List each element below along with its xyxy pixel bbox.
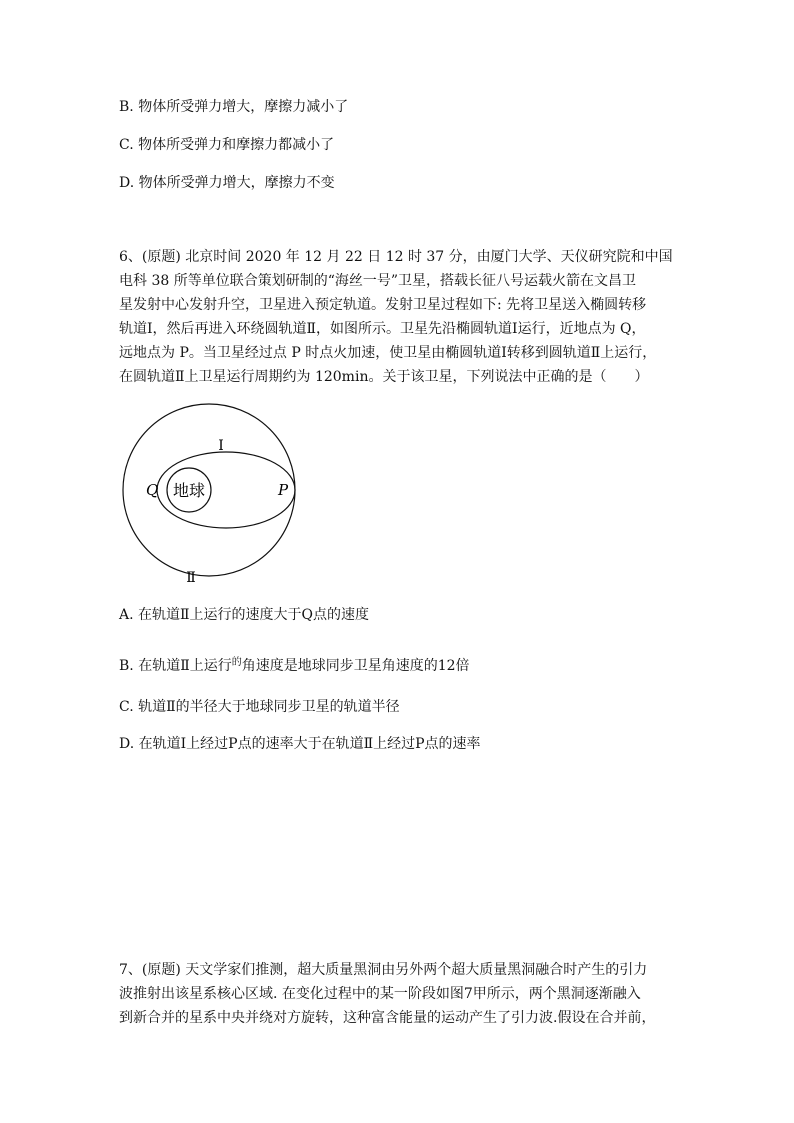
q6-stem xyxy=(119,245,679,389)
point-p-label: P xyxy=(278,481,289,499)
q6-option-b-pre: B. 在轨道Ⅱ上运行 xyxy=(119,658,232,674)
q6-option-b xyxy=(119,654,470,675)
q7-stem-line: 波推射出该星系核心区域. 在变化过程中的某一阶段如图7甲所示，两个黑洞逐渐融入 xyxy=(119,986,641,1002)
q5-option-b: B. 物体所受弹力增大，摩擦力减小了 xyxy=(119,99,349,115)
q5-option-c: C. 物体所受弹力和摩擦力都减小了 xyxy=(119,137,335,153)
orbit-diagram xyxy=(115,395,305,590)
q6-stem-line: 远地点为 P。当卫星经过点 P 时点火加速，使卫星由椭圆轨道Ⅰ转移到圆轨道Ⅱ上运行， xyxy=(119,345,657,361)
q6-option-a: A. 在轨道Ⅱ上运行的速度大于Q点的速度 xyxy=(119,607,370,623)
q6-stem-line: 在圆轨道Ⅱ上卫星运行周期约为 120min。关于该卫星，下列说法中正确的是（ ） xyxy=(119,369,649,385)
q5-option-d: D. 物体所受弹力增大，摩擦力不变 xyxy=(119,175,335,191)
q7-stem-line: 到新合并的星系中央并绕对方旋转，这种富含能量的运动产生了引力波.假设在合并前， xyxy=(119,1010,656,1026)
point-q-label: Q xyxy=(146,481,159,499)
earth-label: 地球 xyxy=(172,481,206,500)
q6-option-b-sup: 的 xyxy=(231,657,242,668)
q6-stem-line: 电科 38 所等单位联合策划研制的“海丝一号”卫星，搭载长征八号运载火箭在文昌卫 xyxy=(119,273,637,289)
q6-option-c: C. 轨道Ⅱ的半径大于地球同步卫星的轨道半径 xyxy=(119,699,400,715)
q7-stem-line: 7、(原题) 天文学家们推测，超大质量黑洞由另外两个超大质量黑洞融合时产生的引力 xyxy=(119,962,648,978)
q6-stem-line: 星发射中心发射升空，卫星进入预定轨道。发射卫星过程如下: 先将卫星送入椭圆转移 xyxy=(119,297,647,313)
q6-option-b-post: 角速度是地球同步卫星角速度的12倍 xyxy=(241,658,470,674)
q6-stem-line: 6、(原题) 北京时间 2020 年 12 月 22 日 12 时 37 分，由厦门大学、天仪研究院和中国 xyxy=(119,249,673,265)
q6-option-d: D. 在轨道Ⅰ上经过P点的速率大于在轨道Ⅱ上经过P点的速率 xyxy=(119,736,481,752)
orbit-ii-label: Ⅱ xyxy=(186,570,196,586)
orbit-i-label: Ⅰ xyxy=(218,438,224,454)
q6-stem-line: 轨道Ⅰ，然后再进入环绕圆轨道Ⅱ，如图所示。卫星先沿椭圆轨道Ⅰ运行，近地点为 Q， xyxy=(119,321,646,337)
q7-stem xyxy=(119,958,679,1030)
